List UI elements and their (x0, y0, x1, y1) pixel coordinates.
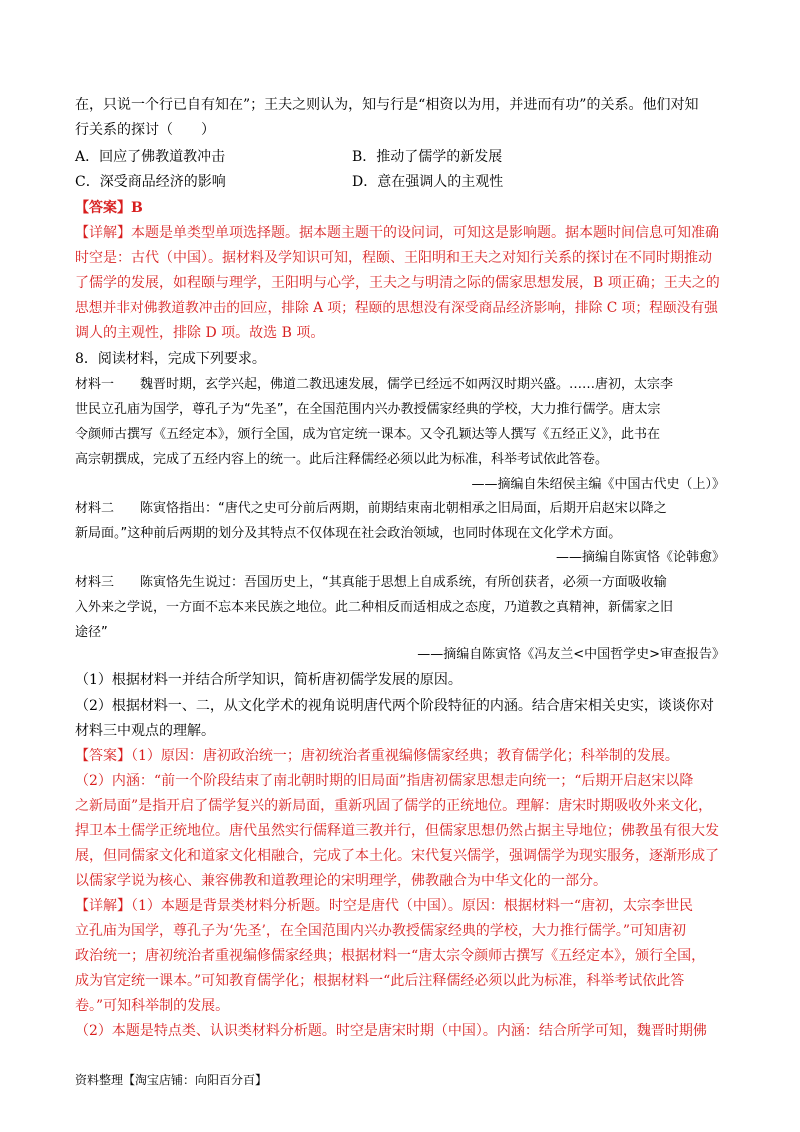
q8-answer-line: 之新局面”是指开启了儒学复兴的新局面，重新巩固了儒学的正统地位。理解：唐宋时期吸收外来文化， (75, 798, 713, 814)
q8-answer-line: （2）内涵：“前一个阶段结束了南北朝时期的旧局面”指唐初儒家思想走向统一；“后期开启赵宋以降 (75, 773, 694, 789)
q8-detail-line: 立孔庙为国学，尊孔子为‘先圣’，在全国范围内兴办教授儒家经典的学校，大力推行儒学。”可知唐初 (75, 923, 687, 939)
material1-line: 高宗朝撰成，完成了五经内容上的统一。此后注释儒经必须以此为标准，科举考试依此答卷。 (75, 452, 609, 467)
q8-answer-line: 【答案】（1）原因：唐初政治统一；唐初统治者重视编修儒家经典；教育儒学化；科举制的发展。 (75, 748, 679, 764)
material1-line: 令颜师古撰写《五经定本》，颁行全国，成为官定统一课本。又令孔颖达等人撰写《五经正义》，此书在 (75, 427, 661, 442)
q7-answer: 【答案】B (75, 200, 143, 216)
q8-answer-line: 以儒家学说为核心、兼容佛教和道教理论的宋明理学，佛教融合为中华文化的一部分。 (75, 873, 607, 889)
material3-line: 入外来之学说，一方面不忘本来民族之地位。此二种相反而适相成之态度，乃道教之真精神，新儒家之旧 (75, 600, 674, 615)
material1-line: 世民立孔庙为国学，尊孔子为“先圣”，在全国范围内兴办教授儒家经典的学校，大力推行儒学。唐太宗 (75, 402, 661, 417)
material2-source: ——摘编自陈寅恪《论韩愈》 (555, 550, 725, 565)
material1-line: 材料一 魏晋时期，玄学兴起，佛道二教迅速发展，儒学已经远不如两汉时期兴盛。……唐初，太宗李 (75, 377, 674, 392)
q8-detail-line: 卷。”可知科举制的发展。 (75, 998, 230, 1014)
q8-question-line: 材料三中观点的理解。 (75, 723, 215, 739)
q8-detail-line: 成为官定统一课本。”可知教育儒学化；根据材料一“此后注释儒经必须以此为标准，科举考试依此答 (75, 973, 685, 989)
material1-source: ——摘编自朱绍侯主编《中国古代史（上）》 (471, 477, 725, 492)
q8-answer-line: 展，但同儒家文化和道家文化相融合，完成了本土化。宋代复兴儒学，强调儒学为现实服务，逐渐形成了 (75, 848, 719, 864)
material3-source: ——摘编自陈寅恪《冯友兰<中国哲学史>审查报告》 (417, 647, 725, 662)
q7-detail-line: 思想并非对佛教道教冲击的回应，排除 A 项；程颐的思想没有深受商品经济影响，排除 C 项；程颐没有强 (75, 300, 718, 316)
q7-detail-line: 调人的主观性，排除 D 项。故选 B 项。 (75, 325, 325, 341)
material3-line: 途径” (75, 625, 108, 640)
material2-line: 新局面。”这种前后两期的划分及其特点不仅体现在社会政治领域，也同时体现在文化学术方面。 (75, 526, 622, 541)
q8-title: 8．阅读材料，完成下列要求。 (75, 351, 266, 367)
q7-stem-line: 在，只说一个行已自有知在”；王夫之则认为，知与行是“相资以为用，并进而有功”的关系。他们对知 (75, 97, 699, 113)
q7-detail-line: 了儒学的发展，如程颐与理学，王阳明与心学，王夫之与明清之际的儒家思想发展，B 项正确；王夫之的 (75, 275, 720, 291)
q7-stem-line: 行关系的探讨（ ） (75, 122, 215, 138)
q8-detail-line: 政治统一；唐初统治者重视编修儒家经典；根据材料一“唐太宗令颜师古撰写《五经定本》，颁行全国， (75, 948, 706, 964)
material3-line: 材料三 陈寅恪先生说过：吾国历史上，“其真能于思想上自成系统，有所创获者，必须一方面吸收输 (75, 575, 667, 590)
material2-line: 材料二 陈寅恪指出：“唐代之史可分前后两期，前期结束南北朝相承之旧局面，后期开启赵宋以降之 (75, 501, 667, 516)
q8-detail-line: （2）本题是特点类、认识类材料分析题。时空是唐宋时期（中国）。内涵：结合所学可知，魏晋时期佛 (75, 1023, 707, 1039)
option-b: B．推动了儒学的新发展 (352, 149, 503, 165)
q8-answer-line: 捍卫本土儒学正统地位。唐代虽然实行儒释道三教并行，但儒家思想仍然占据主导地位；佛教虽有很大发 (75, 823, 719, 839)
q8-question-line: （1）根据材料一并结合所学知识，简析唐初儒学发展的原因。 (75, 672, 462, 688)
option-d: D．意在强调人的主观性 (352, 174, 504, 190)
q7-detail-line: 时空是：古代（中国）。据材料及学知识可知，程颐、王阳明和王夫之对知行关系的探讨在不同时期推动 (75, 250, 712, 266)
q7-detail-line: 【详解】本题是单类型单项选择题。据本题主题干的设问词，可知这是影响题。据本题时间信息可知准确 (75, 225, 719, 241)
option-a: A．回应了佛教道教冲击 (75, 149, 226, 165)
q8-detail-line: 【详解】（1）本题是背景类材料分析题。时空是唐代（中国）。原因：根据材料一“唐初，太宗李世民 (75, 898, 694, 914)
option-c: C．深受商品经济的影响 (75, 174, 226, 190)
q8-question-line: （2）根据材料一、二，从文化学术的视角说明唐代两个阶段特征的内涵。结合唐宋相关史实，谈谈你对 (75, 698, 714, 714)
footer-source-note: 资料整理【淘宝店铺：向阳百分百】 (75, 1073, 268, 1087)
